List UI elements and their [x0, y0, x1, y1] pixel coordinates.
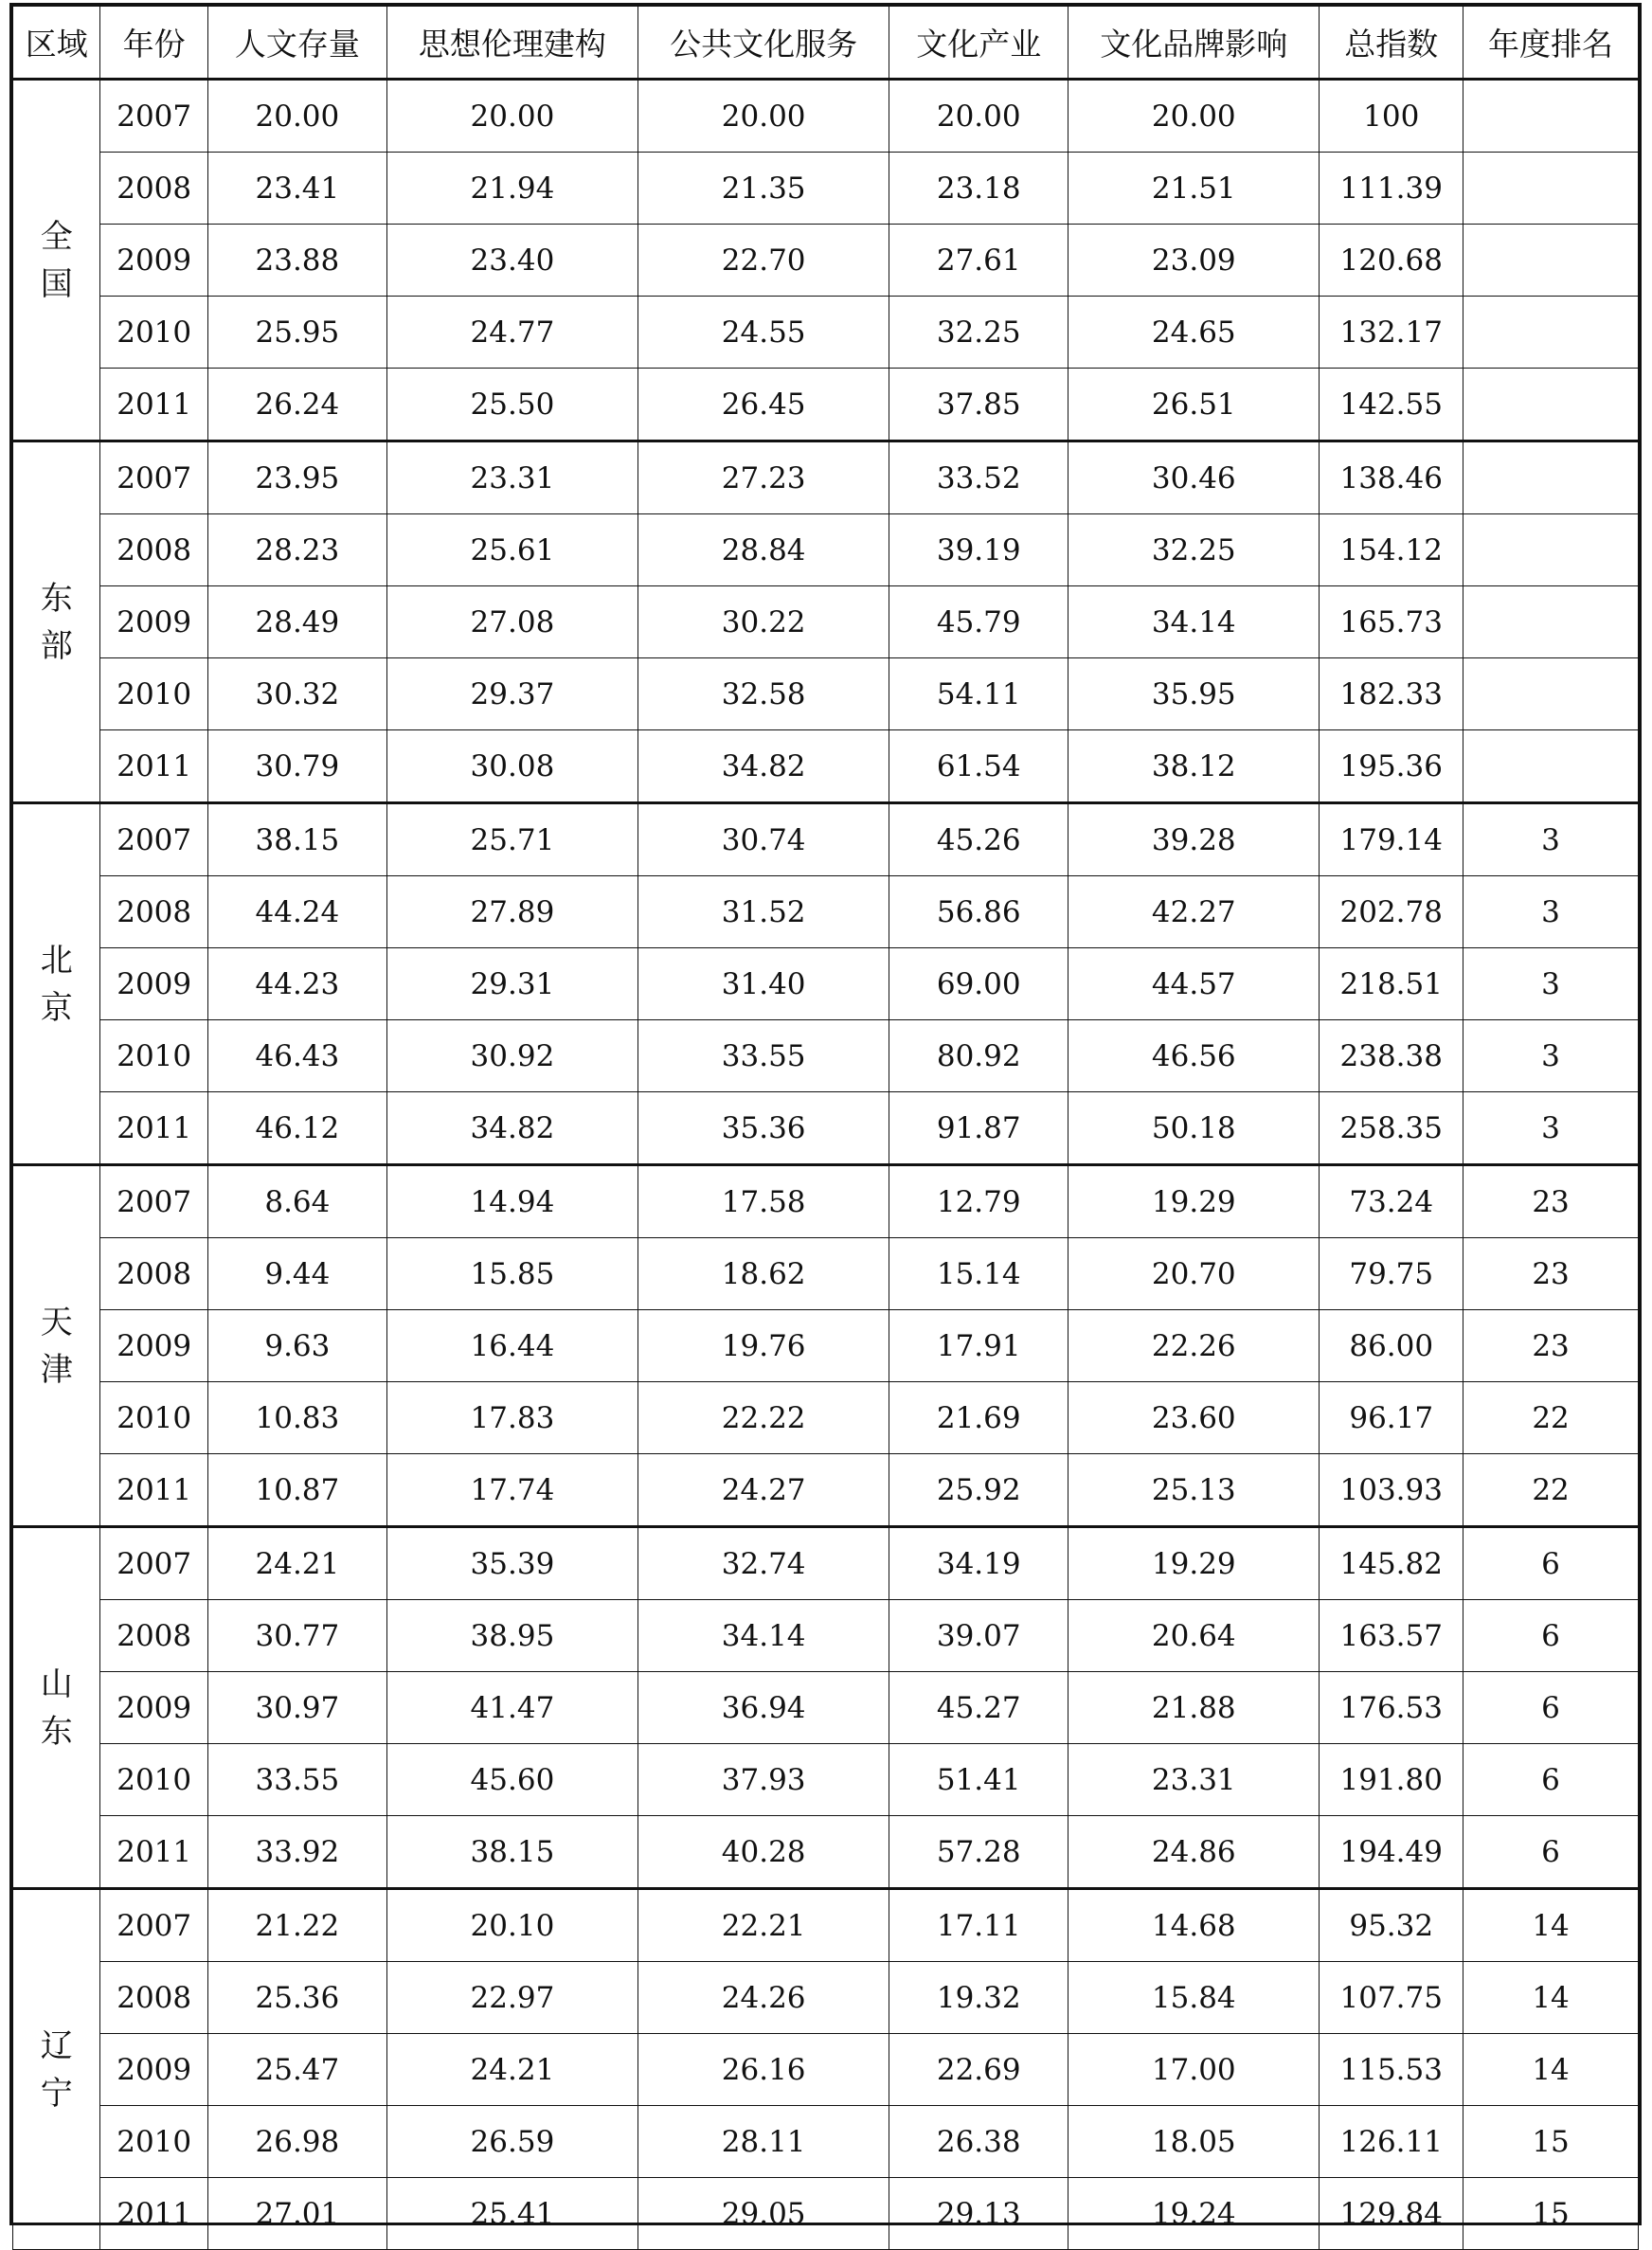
cell-annual-rank: 3: [1463, 876, 1639, 948]
cell-culture-brand-influence: 20.64: [1068, 1600, 1320, 1672]
table-row: [13, 1527, 1639, 1600]
cell-culture-brand-influence: 34.14: [1068, 586, 1320, 658]
table-row: [13, 730, 1639, 803]
table-row: [13, 153, 1639, 225]
cell-culture-industry: 54.11: [889, 658, 1068, 730]
cell-total-index: 142.55: [1320, 369, 1463, 441]
cell-annual-rank: 6: [1463, 1527, 1639, 1600]
cell-public-culture-service: 33.55: [638, 1020, 889, 1092]
cell-ethics-construction: 29.37: [386, 658, 637, 730]
cell-culture-brand-influence: 21.51: [1068, 153, 1320, 225]
cell-annual-rank: [1463, 297, 1639, 369]
cell-public-culture-service: 19.76: [638, 1310, 889, 1382]
cell-annual-rank: [1463, 730, 1639, 803]
cell-total-index: 163.57: [1320, 1600, 1463, 1672]
cell-public-culture-service: 34.82: [638, 730, 889, 803]
table-row: [13, 1092, 1639, 1165]
table-row: [13, 803, 1639, 876]
cell-ethics-construction: 23.40: [386, 225, 637, 297]
region-cell: [13, 1165, 100, 1527]
cell-culture-brand-influence: 19.24: [1068, 2178, 1320, 2250]
cell-annual-rank: 15: [1463, 2106, 1639, 2178]
region-cell: [13, 80, 100, 441]
cell-humanities-stock: 10.83: [207, 1382, 386, 1454]
cell-culture-brand-influence: 46.56: [1068, 1020, 1320, 1092]
cell-total-index: 191.80: [1320, 1744, 1463, 1816]
cell-culture-brand-influence: 24.86: [1068, 1816, 1320, 1889]
cell-year: 2009: [100, 1672, 208, 1744]
cell-ethics-construction: 17.74: [386, 1454, 637, 1527]
cell-public-culture-service: 34.14: [638, 1600, 889, 1672]
cell-culture-industry: 27.61: [889, 225, 1068, 297]
table-row: [13, 514, 1639, 586]
cell-ethics-construction: 24.77: [386, 297, 637, 369]
cell-year: 2007: [100, 1889, 208, 1962]
cell-humanities-stock: 20.00: [207, 80, 386, 153]
cell-culture-industry: 45.79: [889, 586, 1068, 658]
cell-total-index: 129.84: [1320, 2178, 1463, 2250]
cell-culture-brand-influence: 22.26: [1068, 1310, 1320, 1382]
cell-humanities-stock: 30.97: [207, 1672, 386, 1744]
header-annual-rank: 年度排名: [1463, 7, 1639, 80]
cell-annual-rank: 22: [1463, 1454, 1639, 1527]
table-row: [13, 1020, 1639, 1092]
cell-humanities-stock: 33.55: [207, 1744, 386, 1816]
cell-culture-brand-influence: 24.65: [1068, 297, 1320, 369]
cell-ethics-construction: 30.92: [386, 1020, 637, 1092]
cell-annual-rank: 23: [1463, 1310, 1639, 1382]
cell-ethics-construction: 25.41: [386, 2178, 637, 2250]
cell-public-culture-service: 30.74: [638, 803, 889, 876]
cell-public-culture-service: 30.22: [638, 586, 889, 658]
cell-culture-industry: 29.13: [889, 2178, 1068, 2250]
cell-annual-rank: 6: [1463, 1600, 1639, 1672]
region-label: 天津: [40, 1303, 73, 1389]
cell-culture-industry: 61.54: [889, 730, 1068, 803]
cell-year: 2009: [100, 225, 208, 297]
cell-humanities-stock: 8.64: [207, 1165, 386, 1238]
cell-humanities-stock: 44.23: [207, 948, 386, 1020]
cell-annual-rank: 23: [1463, 1238, 1639, 1310]
cell-year: 2007: [100, 803, 208, 876]
cell-humanities-stock: 9.63: [207, 1310, 386, 1382]
header-region: 区域: [13, 7, 100, 80]
cell-humanities-stock: 30.77: [207, 1600, 386, 1672]
cell-humanities-stock: 46.43: [207, 1020, 386, 1092]
cell-humanities-stock: 23.88: [207, 225, 386, 297]
cell-total-index: 179.14: [1320, 803, 1463, 876]
cell-humanities-stock: 28.23: [207, 514, 386, 586]
cell-public-culture-service: 31.40: [638, 948, 889, 1020]
index-table-container: [9, 3, 1642, 2231]
cell-public-culture-service: 32.58: [638, 658, 889, 730]
cell-humanities-stock: 25.36: [207, 1962, 386, 2034]
cell-culture-industry: 17.91: [889, 1310, 1068, 1382]
cell-total-index: 194.49: [1320, 1816, 1463, 1889]
region-label: 北京: [40, 941, 73, 1027]
cell-public-culture-service: 22.22: [638, 1382, 889, 1454]
cell-public-culture-service: 17.58: [638, 1165, 889, 1238]
culture-index-table: [12, 6, 1639, 2250]
cell-culture-industry: 32.25: [889, 297, 1068, 369]
cell-annual-rank: 14: [1463, 2034, 1639, 2106]
cell-annual-rank: [1463, 80, 1639, 153]
cell-total-index: 96.17: [1320, 1382, 1463, 1454]
cell-public-culture-service: 24.55: [638, 297, 889, 369]
cell-humanities-stock: 26.24: [207, 369, 386, 441]
cell-total-index: 202.78: [1320, 876, 1463, 948]
cell-humanities-stock: 23.41: [207, 153, 386, 225]
cell-culture-brand-influence: 32.25: [1068, 514, 1320, 586]
cell-annual-rank: 23: [1463, 1165, 1639, 1238]
cell-humanities-stock: 30.79: [207, 730, 386, 803]
cell-total-index: 138.46: [1320, 441, 1463, 514]
cell-year: 2010: [100, 2106, 208, 2178]
cell-culture-brand-influence: 18.05: [1068, 2106, 1320, 2178]
cell-humanities-stock: 26.98: [207, 2106, 386, 2178]
cell-ethics-construction: 27.89: [386, 876, 637, 948]
table-row: [13, 1238, 1639, 1310]
cell-ethics-construction: 41.47: [386, 1672, 637, 1744]
cell-annual-rank: 6: [1463, 1672, 1639, 1744]
cell-year: 2010: [100, 1020, 208, 1092]
cell-year: 2009: [100, 1310, 208, 1382]
cell-humanities-stock: 25.47: [207, 2034, 386, 2106]
table-row: [13, 1165, 1639, 1238]
cell-culture-brand-influence: 39.28: [1068, 803, 1320, 876]
region-label: 全国: [40, 217, 73, 303]
cell-culture-industry: 21.69: [889, 1382, 1068, 1454]
cell-public-culture-service: 28.11: [638, 2106, 889, 2178]
region-cell: [13, 441, 100, 803]
table-row: [13, 2034, 1639, 2106]
cell-culture-industry: 80.92: [889, 1020, 1068, 1092]
cell-annual-rank: [1463, 658, 1639, 730]
cell-humanities-stock: 9.44: [207, 1238, 386, 1310]
cell-ethics-construction: 29.31: [386, 948, 637, 1020]
cell-public-culture-service: 35.36: [638, 1092, 889, 1165]
cell-annual-rank: 22: [1463, 1382, 1639, 1454]
table-row: [13, 297, 1639, 369]
cell-year: 2011: [100, 1816, 208, 1889]
cell-ethics-construction: 20.00: [386, 80, 637, 153]
table-row: [13, 1816, 1639, 1889]
cell-culture-industry: 15.14: [889, 1238, 1068, 1310]
table-row: [13, 948, 1639, 1020]
cell-total-index: 258.35: [1320, 1092, 1463, 1165]
cell-culture-brand-influence: 21.88: [1068, 1672, 1320, 1744]
cell-culture-brand-influence: 25.13: [1068, 1454, 1320, 1527]
table-row: [13, 1672, 1639, 1744]
cell-year: 2007: [100, 441, 208, 514]
cell-public-culture-service: 22.21: [638, 1889, 889, 1962]
table-row: [13, 1600, 1639, 1672]
cell-culture-brand-influence: 14.68: [1068, 1889, 1320, 1962]
cell-total-index: 165.73: [1320, 586, 1463, 658]
cell-humanities-stock: 33.92: [207, 1816, 386, 1889]
cell-humanities-stock: 27.01: [207, 2178, 386, 2250]
cell-year: 2010: [100, 1382, 208, 1454]
cell-year: 2010: [100, 1744, 208, 1816]
table-header-row: [13, 7, 1639, 80]
cell-humanities-stock: 25.95: [207, 297, 386, 369]
cell-public-culture-service: 24.27: [638, 1454, 889, 1527]
cell-public-culture-service: 26.16: [638, 2034, 889, 2106]
cell-total-index: 79.75: [1320, 1238, 1463, 1310]
cell-humanities-stock: 24.21: [207, 1527, 386, 1600]
cell-ethics-construction: 14.94: [386, 1165, 637, 1238]
cell-annual-rank: [1463, 514, 1639, 586]
cell-culture-industry: 45.27: [889, 1672, 1068, 1744]
cell-humanities-stock: 23.95: [207, 441, 386, 514]
cell-total-index: 95.32: [1320, 1889, 1463, 1962]
cell-ethics-construction: 17.83: [386, 1382, 637, 1454]
cell-ethics-construction: 25.61: [386, 514, 637, 586]
cell-culture-brand-influence: 50.18: [1068, 1092, 1320, 1165]
table-row: [13, 1310, 1639, 1382]
cell-humanities-stock: 44.24: [207, 876, 386, 948]
cell-year: 2009: [100, 948, 208, 1020]
cell-year: 2008: [100, 153, 208, 225]
cell-culture-brand-influence: 42.27: [1068, 876, 1320, 948]
table-row: [13, 1744, 1639, 1816]
cell-culture-industry: 25.92: [889, 1454, 1068, 1527]
cell-humanities-stock: 21.22: [207, 1889, 386, 1962]
cell-public-culture-service: 21.35: [638, 153, 889, 225]
cell-culture-brand-influence: 30.46: [1068, 441, 1320, 514]
region-label: 辽宁: [40, 2026, 73, 2113]
cell-culture-brand-influence: 20.00: [1068, 80, 1320, 153]
cell-public-culture-service: 32.74: [638, 1527, 889, 1600]
cell-culture-industry: 91.87: [889, 1092, 1068, 1165]
cell-ethics-construction: 25.50: [386, 369, 637, 441]
cell-year: 2009: [100, 586, 208, 658]
cell-year: 2007: [100, 80, 208, 153]
cell-ethics-construction: 27.08: [386, 586, 637, 658]
cell-culture-industry: 56.86: [889, 876, 1068, 948]
cell-year: 2010: [100, 297, 208, 369]
cell-annual-rank: 3: [1463, 1020, 1639, 1092]
cell-annual-rank: 3: [1463, 948, 1639, 1020]
cell-year: 2008: [100, 514, 208, 586]
table-row: [13, 876, 1639, 948]
cell-annual-rank: 14: [1463, 1889, 1639, 1962]
cell-total-index: 145.82: [1320, 1527, 1463, 1600]
header-humanities-stock: 人文存量: [207, 7, 386, 80]
cell-total-index: 115.53: [1320, 2034, 1463, 2106]
table-row: [13, 1889, 1639, 1962]
cell-year: 2011: [100, 1092, 208, 1165]
cell-culture-industry: 39.07: [889, 1600, 1068, 1672]
cell-culture-brand-influence: 19.29: [1068, 1527, 1320, 1600]
cell-annual-rank: 6: [1463, 1744, 1639, 1816]
cell-year: 2010: [100, 658, 208, 730]
cell-annual-rank: 15: [1463, 2178, 1639, 2250]
cell-ethics-construction: 20.10: [386, 1889, 637, 1962]
header-ethics-construction: 思想伦理建构: [386, 7, 637, 80]
region-cell: [13, 1889, 100, 2250]
cell-total-index: 182.33: [1320, 658, 1463, 730]
cell-culture-industry: 23.18: [889, 153, 1068, 225]
cell-culture-brand-influence: 44.57: [1068, 948, 1320, 1020]
cell-culture-industry: 19.32: [889, 1962, 1068, 2034]
cell-ethics-construction: 16.44: [386, 1310, 637, 1382]
cell-public-culture-service: 31.52: [638, 876, 889, 948]
cell-year: 2008: [100, 876, 208, 948]
table-row: [13, 80, 1639, 153]
cell-year: 2011: [100, 2178, 208, 2250]
cell-total-index: 218.51: [1320, 948, 1463, 1020]
cell-culture-industry: 34.19: [889, 1527, 1068, 1600]
cell-total-index: 195.36: [1320, 730, 1463, 803]
cell-public-culture-service: 26.45: [638, 369, 889, 441]
header-culture-industry: 文化产业: [889, 7, 1068, 80]
cell-year: 2011: [100, 730, 208, 803]
cell-annual-rank: [1463, 369, 1639, 441]
cell-total-index: 176.53: [1320, 1672, 1463, 1744]
cell-ethics-construction: 25.71: [386, 803, 637, 876]
cell-culture-industry: 20.00: [889, 80, 1068, 153]
header-culture-brand-influence: 文化品牌影响: [1068, 7, 1320, 80]
cell-ethics-construction: 30.08: [386, 730, 637, 803]
region-label: 东部: [40, 579, 73, 665]
cell-year: 2007: [100, 1165, 208, 1238]
cell-year: 2007: [100, 1527, 208, 1600]
cell-culture-brand-influence: 17.00: [1068, 2034, 1320, 2106]
cell-annual-rank: 3: [1463, 803, 1639, 876]
cell-annual-rank: [1463, 586, 1639, 658]
table-row: [13, 1962, 1639, 2034]
cell-annual-rank: [1463, 441, 1639, 514]
cell-public-culture-service: 29.05: [638, 2178, 889, 2250]
header-total-index: 总指数: [1320, 7, 1463, 80]
cell-ethics-construction: 23.31: [386, 441, 637, 514]
cell-ethics-construction: 38.15: [386, 1816, 637, 1889]
cell-culture-industry: 37.85: [889, 369, 1068, 441]
table-row: [13, 586, 1639, 658]
cell-annual-rank: [1463, 153, 1639, 225]
cell-culture-industry: 22.69: [889, 2034, 1068, 2106]
cell-culture-industry: 39.19: [889, 514, 1068, 586]
cell-year: 2008: [100, 1962, 208, 2034]
cell-total-index: 86.00: [1320, 1310, 1463, 1382]
cell-annual-rank: [1463, 225, 1639, 297]
cell-public-culture-service: 24.26: [638, 1962, 889, 2034]
cell-culture-industry: 26.38: [889, 2106, 1068, 2178]
cell-total-index: 73.24: [1320, 1165, 1463, 1238]
cell-public-culture-service: 28.84: [638, 514, 889, 586]
cell-humanities-stock: 10.87: [207, 1454, 386, 1527]
cell-humanities-stock: 28.49: [207, 586, 386, 658]
table-row: [13, 1382, 1639, 1454]
cell-ethics-construction: 34.82: [386, 1092, 637, 1165]
cell-culture-brand-influence: 38.12: [1068, 730, 1320, 803]
cell-total-index: 120.68: [1320, 225, 1463, 297]
table-row: [13, 2106, 1639, 2178]
table-row: [13, 1454, 1639, 1527]
cell-culture-industry: 45.26: [889, 803, 1068, 876]
cell-year: 2011: [100, 369, 208, 441]
cell-annual-rank: 6: [1463, 1816, 1639, 1889]
cell-public-culture-service: 18.62: [638, 1238, 889, 1310]
cell-culture-brand-influence: 23.31: [1068, 1744, 1320, 1816]
cell-year: 2008: [100, 1600, 208, 1672]
cell-culture-brand-influence: 15.84: [1068, 1962, 1320, 2034]
cell-ethics-construction: 15.85: [386, 1238, 637, 1310]
cell-culture-brand-influence: 23.60: [1068, 1382, 1320, 1454]
cell-culture-industry: 12.79: [889, 1165, 1068, 1238]
cell-culture-brand-influence: 26.51: [1068, 369, 1320, 441]
table-row: [13, 2178, 1639, 2250]
cell-culture-brand-influence: 23.09: [1068, 225, 1320, 297]
cell-total-index: 107.75: [1320, 1962, 1463, 2034]
cell-culture-brand-influence: 20.70: [1068, 1238, 1320, 1310]
cell-public-culture-service: 37.93: [638, 1744, 889, 1816]
cell-annual-rank: 14: [1463, 1962, 1639, 2034]
cell-total-index: 132.17: [1320, 297, 1463, 369]
region-label: 山东: [40, 1665, 73, 1751]
cell-culture-industry: 33.52: [889, 441, 1068, 514]
cell-public-culture-service: 22.70: [638, 225, 889, 297]
cell-ethics-construction: 35.39: [386, 1527, 637, 1600]
table-body: [13, 80, 1639, 2250]
cell-year: 2008: [100, 1238, 208, 1310]
cell-public-culture-service: 20.00: [638, 80, 889, 153]
cell-public-culture-service: 27.23: [638, 441, 889, 514]
cell-ethics-construction: 22.97: [386, 1962, 637, 2034]
cell-humanities-stock: 46.12: [207, 1092, 386, 1165]
table-row: [13, 658, 1639, 730]
cell-total-index: 238.38: [1320, 1020, 1463, 1092]
cell-ethics-construction: 21.94: [386, 153, 637, 225]
cell-total-index: 126.11: [1320, 2106, 1463, 2178]
cell-culture-brand-influence: 35.95: [1068, 658, 1320, 730]
cell-year: 2011: [100, 1454, 208, 1527]
table-row: [13, 441, 1639, 514]
region-cell: [13, 1527, 100, 1889]
cell-culture-brand-influence: 19.29: [1068, 1165, 1320, 1238]
cell-ethics-construction: 38.95: [386, 1600, 637, 1672]
cell-total-index: 100: [1320, 80, 1463, 153]
cell-ethics-construction: 45.60: [386, 1744, 637, 1816]
header-public-culture-service: 公共文化服务: [638, 7, 889, 80]
cell-annual-rank: 3: [1463, 1092, 1639, 1165]
cell-culture-industry: 17.11: [889, 1889, 1068, 1962]
cell-total-index: 111.39: [1320, 153, 1463, 225]
header-year: 年份: [100, 7, 208, 80]
cell-total-index: 154.12: [1320, 514, 1463, 586]
cell-ethics-construction: 26.59: [386, 2106, 637, 2178]
cell-public-culture-service: 40.28: [638, 1816, 889, 1889]
table-row: [13, 225, 1639, 297]
cell-culture-industry: 57.28: [889, 1816, 1068, 1889]
region-cell: [13, 803, 100, 1165]
cell-humanities-stock: 38.15: [207, 803, 386, 876]
table-row: [13, 369, 1639, 441]
cell-total-index: 103.93: [1320, 1454, 1463, 1527]
cell-humanities-stock: 30.32: [207, 658, 386, 730]
cell-culture-industry: 69.00: [889, 948, 1068, 1020]
cell-ethics-construction: 24.21: [386, 2034, 637, 2106]
cell-culture-industry: 51.41: [889, 1744, 1068, 1816]
cell-year: 2009: [100, 2034, 208, 2106]
cell-public-culture-service: 36.94: [638, 1672, 889, 1744]
